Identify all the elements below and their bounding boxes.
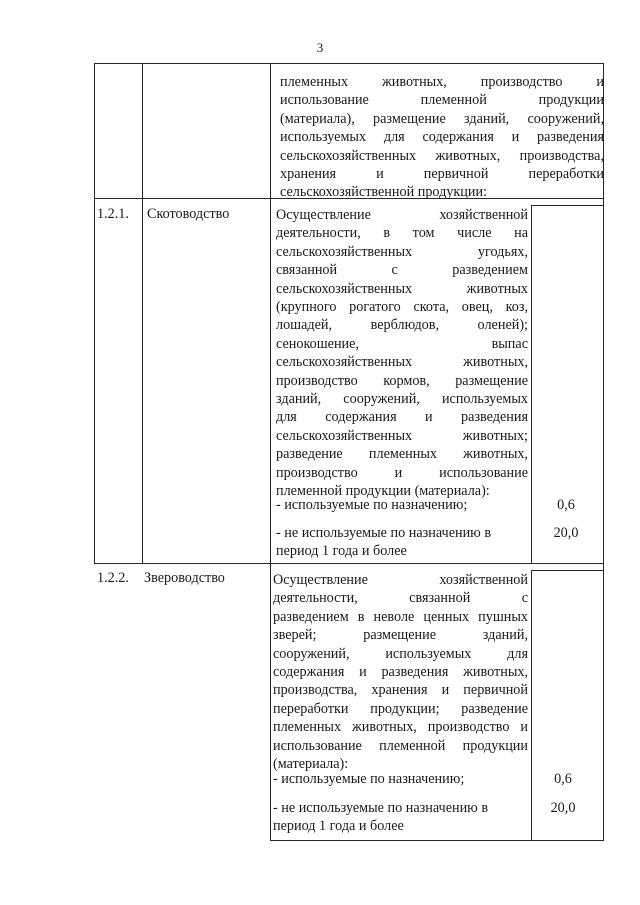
description-line: деятельности, в том числе на bbox=[276, 225, 528, 242]
description-line: лошадей, верблюдов, оленей); bbox=[276, 317, 528, 334]
description-line: производство кормов, размещение bbox=[276, 372, 528, 389]
col-line-code bbox=[142, 63, 143, 563]
value-cell-top-1 bbox=[531, 205, 603, 206]
value-cell-top-2 bbox=[531, 570, 603, 571]
description-line: сельскохозяйственных животных bbox=[276, 280, 528, 297]
item-not-in-use-line: - не используемые по назначению в bbox=[276, 525, 492, 541]
description-line: (материала): bbox=[273, 756, 349, 773]
description-line: сельскохозяйственных животных; bbox=[276, 427, 528, 444]
description-line: Осуществление хозяйственной bbox=[276, 207, 528, 223]
item-in-use: - используемые по назначению; bbox=[276, 497, 468, 513]
description-line: производства, хранения и первичной bbox=[273, 682, 528, 699]
item-not-in-use bbox=[273, 799, 488, 835]
col-line-value-1 bbox=[531, 205, 532, 563]
table-top-border bbox=[94, 63, 604, 64]
item-not-in-use bbox=[276, 524, 491, 560]
continuation-line: использование племенной продукции bbox=[280, 92, 604, 109]
description-line: разведением в неволе ценных пушных bbox=[273, 608, 528, 625]
description-line: зверей; размещение зданий, bbox=[273, 627, 528, 644]
row-code: 1.2.1. bbox=[97, 206, 129, 222]
row-description bbox=[276, 206, 528, 501]
description-line: переработки продукции; разведение bbox=[273, 700, 528, 717]
description-line: производство и использование bbox=[276, 464, 528, 481]
table-bottom-border bbox=[270, 840, 604, 841]
description-line: разведение племенных животных, bbox=[276, 446, 528, 463]
description-line: использование племенной продукции bbox=[273, 737, 528, 754]
row-name: Звероводство bbox=[144, 570, 225, 586]
continuation-line: сельскохозяйственных животных, производства, bbox=[280, 147, 604, 164]
description-line: зданий, сооружений, используемых bbox=[276, 391, 528, 408]
description-line: сенокошение, выпас bbox=[276, 335, 528, 352]
item-not-in-use-line: период 1 года и более bbox=[273, 818, 404, 834]
continuation-line: (материала), размещение зданий, сооружений, bbox=[280, 110, 604, 127]
continuation-line: племенных животных, производство и bbox=[280, 74, 604, 90]
continuation-line: сельскохозяйственной продукции: bbox=[280, 184, 488, 201]
rate-value: 20,0 bbox=[553, 525, 579, 541]
description-line: для содержания и разведения bbox=[276, 409, 528, 426]
row-divider-2 bbox=[94, 563, 604, 564]
rate-value: 0,6 bbox=[557, 497, 575, 513]
col-line-name bbox=[270, 63, 271, 840]
description-line: деятельности, связанной с bbox=[273, 590, 528, 607]
description-line: сооружений, используемых для bbox=[273, 645, 528, 662]
rate-value: 0,6 bbox=[554, 771, 572, 787]
continuation-line: используемых для содержания и разведения bbox=[280, 129, 604, 146]
col-line-left bbox=[94, 63, 95, 563]
page-number: 3 bbox=[316, 40, 324, 55]
row-description bbox=[273, 571, 528, 773]
col-line-value-2 bbox=[531, 570, 532, 840]
description-line: содержания и разведения животных, bbox=[273, 664, 528, 681]
item-not-in-use-line: период 1 года и более bbox=[276, 543, 407, 559]
row-code: 1.2.2. bbox=[97, 570, 129, 586]
description-line: Осуществление хозяйственной bbox=[273, 572, 528, 588]
row-name: Скотоводство bbox=[147, 206, 230, 222]
description-line: (крупного рогатого скота, овец, коз, bbox=[276, 299, 528, 316]
description-line: племенной продукции (материала): bbox=[276, 483, 490, 500]
description-line: сельскохозяйственных животных, bbox=[276, 354, 528, 371]
continuation-line: хранения и первичной переработки bbox=[280, 166, 604, 183]
item-in-use: - используемые по назначению; bbox=[273, 771, 465, 787]
description-line: племенных животных, производство и bbox=[273, 719, 528, 736]
description-line: сельскохозяйственных угодьях, bbox=[276, 243, 528, 260]
rate-value: 20,0 bbox=[550, 800, 576, 816]
description-line: связанной с разведением bbox=[276, 262, 528, 279]
continuation-text bbox=[280, 73, 604, 202]
item-not-in-use-line: - не используемые по назначению в bbox=[273, 800, 489, 816]
